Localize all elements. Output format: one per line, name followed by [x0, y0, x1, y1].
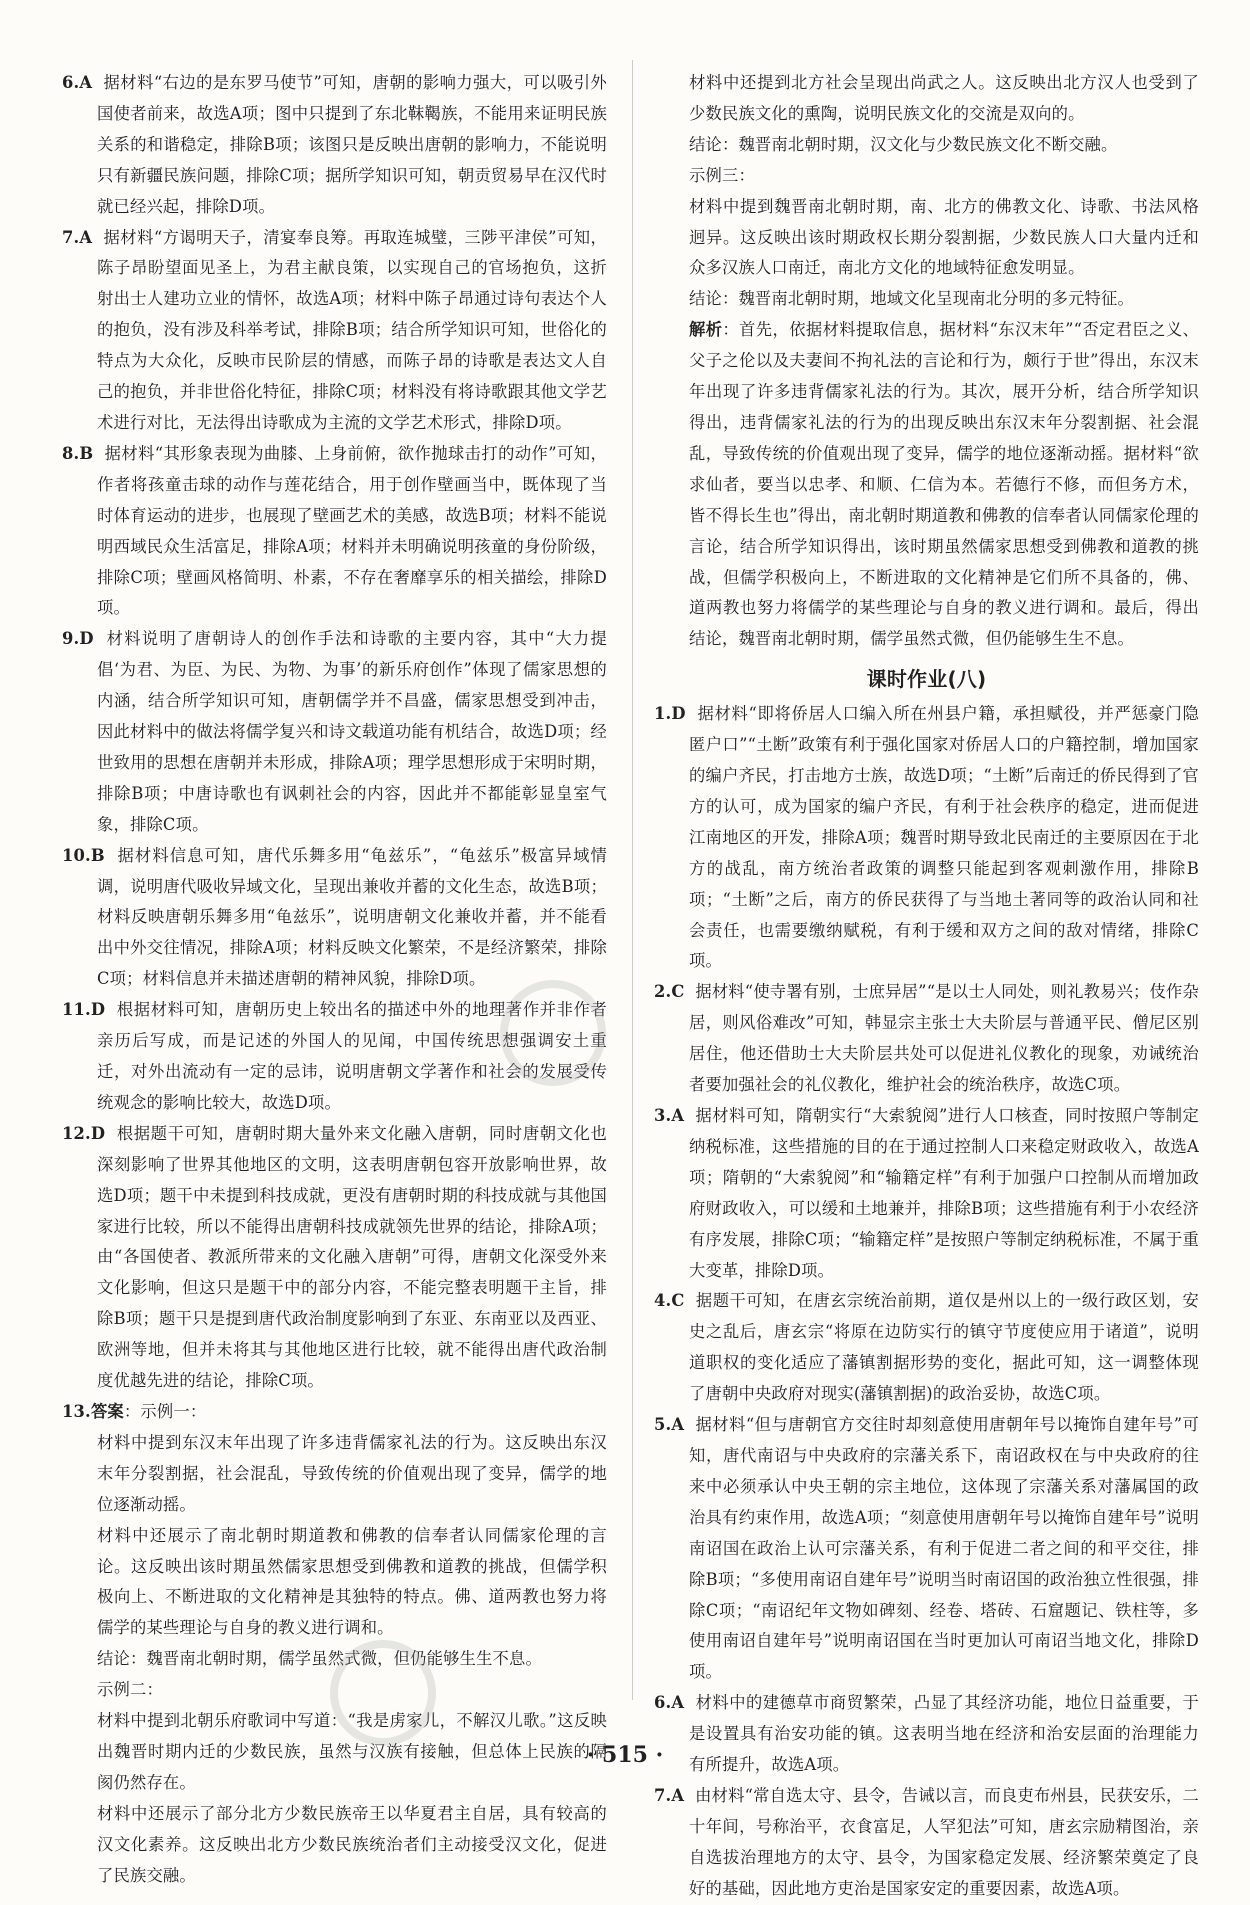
right-column — [654, 68, 1199, 1905]
answer-item-6: 6.A 据材料“右边的是东罗马使节”可知，唐朝的影响力强大，可以吸引外国使者前来，故选A项；图中只提到了东北靺鞨族，不能用来证明民族关系的和谐稳定，排除B项；该图只是反映出唐朝的影响力，不能说明只有新疆民族问题，排除C项；据所学知识可知，朝贡贸易早在汉代时就已经兴起，排除D项。 — [62, 73, 607, 216]
answer-item-3: 3.A 据材料可知，隋朝实行“大索貌阅”进行人口核查，同时按照户等制定纳税标准，这些措施的目的在于通过控制人口来稳定财政收入，故选A项；隋朝的“大索貌阅”和“输籍定样”有利于加强户口控制从而增加政府财政收入，可以缓和土地兼并，排除B项；这些措施有利于小农经济有序发展，排除C项；“输籍定样”是按照户等制定纳税标准，不属于重大变革，排除D项。 — [654, 1106, 1199, 1280]
answer-item-13: 13.答案：示例一： — [62, 1401, 207, 1421]
answer-item-2: 2.C 据材料“使寺署有别，士庶异居”“是以士人同处，则礼教易兴；伎作杂居，则风俗难改”可知，韩显宗主张士大夫阶层与普通平民、僧尼区别居住，他还借助士大夫阶层共处可以促进礼仪教化的现象，劝诫统治者要加强社会的礼仪教化，维护社会的统治秩序，故选C项。 — [654, 982, 1199, 1095]
page-number: · 515 · — [586, 1742, 664, 1768]
example-1-paragraph-1: 材料中提到东汉末年出现了许多违背儒家礼法的行为。这反映出东汉末年分裂割据，社会混乱，导致传统的价值观出现了变异，儒学的地位逐渐动摇。 — [97, 1432, 607, 1514]
example-1-paragraph-2: 材料中还展示了南北朝时期道教和佛教的信奉者认同儒家伦理的言论。这反映出该时期虽然儒家思想受到佛教和道教的挑战，但儒学积极向上、不断进取的文化精神是其独特的特点。佛、道两教也努力将儒学的某些理论与自身的教义进行调和。 — [97, 1525, 607, 1638]
example-2-paragraph-3: 材料中还提到北方社会呈现出尚武之人。这反映出北方汉人也受到了少数民族文化的熏陶，说明民族文化的交流是双向的。 — [689, 73, 1199, 123]
analysis-paragraph: 解析：首先，依据材料提取信息，据材料“东汉末年”“否定君臣之义、父子之伦以及夫妻间不拘礼法的言论和行为，颇行于世”得出，东汉末年出现了许多违背儒家礼法的行为。其次，展开分析，结合所学知识得出，违背儒家礼法的行为的出现反映出东汉末年分裂割据、社会混乱，导致传统的价值观出现了变异，儒学的地位逐渐动摇。据材料“欲求仙者，要当以忠孝、和顺、仁信为本。若德行不修，而但务方术，皆不得长生也”得出，南北朝时期道教和佛教的信奉者认同儒家伦理的言论，结合所学知识得出，该时期虽然儒家思想受到佛教和道教的挑战，但儒学积极向上，不断进取的文化精神是它们所不具备的，佛、道两教也努力将儒学的某些理论与自身的教义进行调和。最后，得出结论，魏晋南北朝时期，儒学虽然式微，但仍能够生生不息。 — [689, 320, 1199, 649]
answer-item-6b: 6.A 材料中的建德草市商贸繁荣，凸显了其经济功能，地位日益重要，于是设置具有治安功能的镇。这表明当地在经济和治安层面的治理能力有所提升，故选A项。 — [654, 1693, 1199, 1775]
example-3-paragraph-1: 材料中提到魏晋南北朝时期，南、北方的佛教文化、诗歌、书法风格迥异。这反映出该时期政权长期分裂割据，少数民族人口大量内迁和众多汉族人口南迁，南北方文化的地域特征愈发明显。 — [689, 196, 1199, 278]
answer-item-9: 9.D 材料说明了唐朝诗人的创作手法和诗歌的主要内容，其中“大力提倡‘为君、为臣、为民、为物、为事’的新乐府创作”体现了儒家思想的内涵，结合所学知识可知，唐朝儒学并不昌盛，儒家思想受到冲击，因此材料中的做法将儒学复兴和诗文载道功能有机结合，故选D项；经世致用的思想在唐朝并未形成，排除A项；理学思想形成于宋明时期，排除B项；中唐诗歌也有讽刺社会的内容，因此并不都能彰显皇室气象，排除C项。 — [62, 629, 607, 834]
answer-item-1: 1.D 据材料“即将侨居人口编入所在州县户籍，承担赋役，并严惩豪门隐匿户口”“土断”政策有利于强化国家对侨居人口的户籍控制，增加国家的编户齐民，打击地方士族，故选D项；“土断”后南迁的侨民得到了官方的认可，成为国家的编户齐民，有利于社会秩序的稳定，进而促进江南地区的开发，排除A项；魏晋时期导致北民南迁的主要原因在于北方的战乱，南方统治者政策的调整只能起到客观刺激作用，排除B项；“土断”之后，南方的侨民获得了与当地土著同等的政治认同和社会责任，也需要缴纳赋税，有利于缓和双方之间的敌对情绪，排除C项。 — [654, 704, 1199, 971]
answer-item-4: 4.C 据题干可知，在唐玄宗统治前期，道仅是州以上的一级行政区划，安史之乱后，唐玄宗“将原在边防实行的镇守节度使应用于诸道”，说明道职权的变化适应了藩镇割据形势的变化，据此可知，这一调整体现了唐朝中央政府对现实(藩镇割据)的政治妥协，故选C项。 — [654, 1291, 1199, 1404]
answer-item-5: 5.A 据材料“但与唐朝官方交往时却刻意使用唐朝年号以掩饰自建年号”可知，唐代南诏与中央政府的宗藩关系下，南诏政权在与中央政府的往来中必须承认中央王朝的宗主地位，这体现了宗藩关系对藩属国的政治具有约束作用，故选A项；“刻意使用唐朝年号以掩饰自建年号”说明南诏国在政治上认可宗藩关系，有利于促进二者之间的和平交往，排除B项；“多使用南诏自建年号”说明当时南诏国的政治独立性很强，排除C项；“南诏纪年文物如碑刻、经卷、塔砖、石窟题记、铁柱等，多使用南诏自建年号”说明南诏国在当时更加认可南诏当地文化，排除D项。 — [654, 1415, 1199, 1682]
example-2-paragraph-2: 材料中还展示了部分北方少数民族帝王以华夏君主自居，具有较高的汉文化素养。这反映出北方少数民族统治者们主动接受汉文化，促进了民族交融。 — [97, 1803, 607, 1885]
watermark-logo — [500, 980, 606, 1086]
left-column — [62, 68, 607, 1891]
example-3-conclusion: 结论：魏晋南北朝时期，地域文化呈现南北分明的多元特征。 — [689, 289, 1134, 309]
answer-item-8: 8.B 据材料“其形象表现为曲膝、上身前俯，欲作抛球击打的动作”可知，作者将孩童击球的动作与莲花结合，用于创作壁画当中，既体现了当时体育运动的进步，也展现了壁画艺术的美感，故选B项；材料不能说明西域民众生活富足，排除A项；材料并未明确说明孩童的身份阶级，排除C项；壁画风格简明、朴素，不存在奢靡享乐的相关描绘，排除D项。 — [62, 443, 607, 618]
answer-item-7b: 7.A 由材料“常自选太守、县令，告诫以言，而良吏布州县，民获安乐，二十年间，号称治平，衣食富足，人罕犯法”可知，唐玄宗励精图治，亲自选拔治理地方的太守、县令，为国家稳定发展、经济繁荣奠定了良好的基础，因此地方吏治是国家安定的重要因素，故选A项。 — [654, 1785, 1199, 1898]
answer-item-12: 12.D 根据题干可知，唐朝时期大量外来文化融入唐朝，同时唐朝文化也深刻影响了世界其他地区的文明，这表明唐朝包容开放影响世界，故选D项；题干中未提到科技成就，更没有唐朝时期的科技成就与其他国家进行比较，所以不能得出唐朝科技成就领先世界的结论，排除A项；由“各国使者、教派所带来的文化融入唐朝”可得，唐朝文化深受外来文化影响，但这只是题干中的部分内容，不能完整表明题干主旨，排除B项；题干只是提到唐代政治制度影响到了东亚、东南亚以及西亚、欧洲等地，但并未将其与其他地区进行比较，就不能得出唐代政治制度优越先进的结论，排除C项。 — [62, 1123, 607, 1391]
example-1-conclusion: 结论：魏晋南北朝时期，儒学虽然式微，但仍能够生生不息。 — [97, 1649, 542, 1669]
answer-item-7: 7.A 据材料“方谒明天子，清宴奉良筹。再取连城璧，三陟平津侯”可知，陈子昂盼望面见圣上，为君主献良策，以实现自己的官场抱负，这折射出士人建功立业的情怀，故选A项；材料中陈子昂通过诗句表达个人的抱负，没有涉及科举考试，排除B项；结合所学知识可知，世俗化的特点为大众化，反映市民阶层的情感，而陈子昂的诗歌是表达文人自己的抱负，并非世俗化特征，排除C项；材料没有将诗歌跟其他文学艺术进行对比，无法得出诗歌成为主流的文学艺术形式，排除D项。 — [62, 227, 607, 432]
example-3-label: 示例三： — [689, 165, 755, 185]
example-2-paragraph-1: 材料中提到北朝乐府歌词中写道：“我是虏家儿，不解汉儿歌。”这反映出魏晋时期内迁的少数民族，虽然与汉族有接触，但总体上民族的隔阂仍然存在。 — [97, 1711, 607, 1792]
answer-item-11: 11.D 根据材料可知，唐朝历史上较出名的描述中外的地理著作并非作者亲历后写成，而是记述的外国人的见闻，中国传统思想强调安土重迁，对外出流动有一定的忌讳，说明唐朝文学著作和社会的发展受传统观念的影响比较大，故选D项。 — [62, 1000, 607, 1112]
example-2-label: 示例二： — [97, 1680, 163, 1700]
section-title: 课时作业(八) — [866, 667, 987, 692]
example-2-conclusion: 结论：魏晋南北朝时期，汉文化与少数民族文化不断交融。 — [689, 134, 1118, 154]
column-divider — [632, 60, 633, 1700]
watermark-logo — [330, 1640, 436, 1746]
answer-item-10: 10.B 据材料信息可知，唐代乐舞多用“龟兹乐”，“龟兹乐”极富异域情调，说明唐代吸收异域文化，呈现出兼收并蓄的文化生态，故选B项；材料反映唐朝乐舞多用“龟兹乐”，说明唐朝文化兼收并蓄，并不能看出中外交往情况，排除A项；材料反映文化繁荣，不是经济繁荣，排除C项；材料信息并未描述唐朝的精神风貌，排除D项。 — [62, 845, 607, 989]
